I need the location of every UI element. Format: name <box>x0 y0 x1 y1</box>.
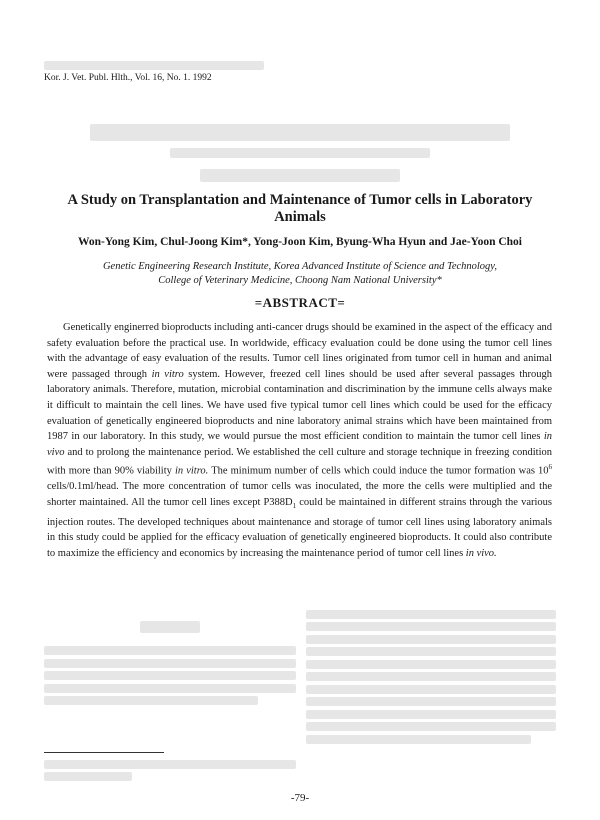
affiliation-line-2: College of Veterinary Medicine, Choong Nam National University* <box>158 275 442 286</box>
abstract-segment: The minimum number of cells which could induce the tumor formation was 10 <box>208 465 549 477</box>
affiliation-english <box>50 260 550 288</box>
abstract-segment: system. However, freezed cell lines should be used after several passages through laboratory animals. Therefore, mutation, microbial contamination and discrimination by the immune cells always make it difficult to maintain the cell lines. We have used five typical tumor cell lines which could be used for the efficacy evaluation of genetically engineered bioproducts and nine laboratory animal strains which have been maintained from 1987 in our laboratory. In this study, we would pursue the most efficient condition to maintain the tumor cell lines <box>47 368 553 443</box>
abstract-segment: cells/0.1ml/head. The more concentration of tumor cells was inoculated, the more the cells were multiplied and the shorter maintained. All the tumor cell lines except P388D <box>47 481 552 509</box>
footnote <box>44 756 296 785</box>
authors-korean <box>0 168 600 183</box>
footnote-divider <box>44 752 164 753</box>
abstract-superscript: 6 <box>548 463 553 472</box>
authors-english: Won-Yong Kim, Chul-Joong Kim*, Yong-Joon Kim, Byung-Wha Hyun and Jae-Yoon Choi <box>77 236 522 248</box>
affiliation-korean <box>0 148 600 159</box>
affiliation-line-1: Genetic Engineering Research Institute, Korea Advanced Institute of Science and Technology, <box>102 261 498 272</box>
journal-citation-korean <box>44 60 264 72</box>
abstract-subscript: 1 <box>292 502 297 511</box>
right-column <box>306 606 556 747</box>
journal-citation <box>44 60 264 84</box>
left-column <box>44 610 296 709</box>
left-column-body <box>44 646 296 705</box>
abstract-segment: Genetically enginerred bioproducts including anti-cancer drugs should be examined in the aspect of the efficacy and safety evaluation before the practical use. In worldwide, efficacy evaluation could be done using the tumor cell lines with the advantage of easy evaluation of the results. Tumor cell lines originated from tumor cell in human and animal were passaged through <box>47 322 552 380</box>
abstract-italic: in vivo. <box>465 547 497 559</box>
title-korean <box>0 122 600 142</box>
abstract-italic: in vivo <box>47 431 552 458</box>
abstract-text <box>47 320 552 562</box>
abstract-segment: could be maintained in different strains through the various injection routes. The developed techniques about maintenance and storage of tumor cell lines using laboratory animals in this study could be applied for the efficacy evaluation of genetically engineered bioproducts. It could also contribute to maximize the efficiency and economics by increasing the maintenance period of tumor cell lines <box>47 497 552 559</box>
abstract-italic: in vitro. <box>174 465 209 477</box>
abstract-heading: =ABSTRACT= <box>254 295 346 310</box>
journal-citation-english: Kor. J. Vet. Publ. Hlth., Vol. 16, No. 1. 1992 <box>44 73 212 83</box>
abstract-segment: and to prolong the maintenance period. We established the cell culture and storage technique in freezing condition with more than 90% viability <box>47 446 552 477</box>
page-number: -79- <box>290 792 310 804</box>
section-heading <box>44 618 296 634</box>
abstract-italic: in vitro <box>151 368 184 380</box>
title-english: A Study on Transplantation and Maintenance of Tumor cells in Laboratory Animals <box>67 192 533 225</box>
